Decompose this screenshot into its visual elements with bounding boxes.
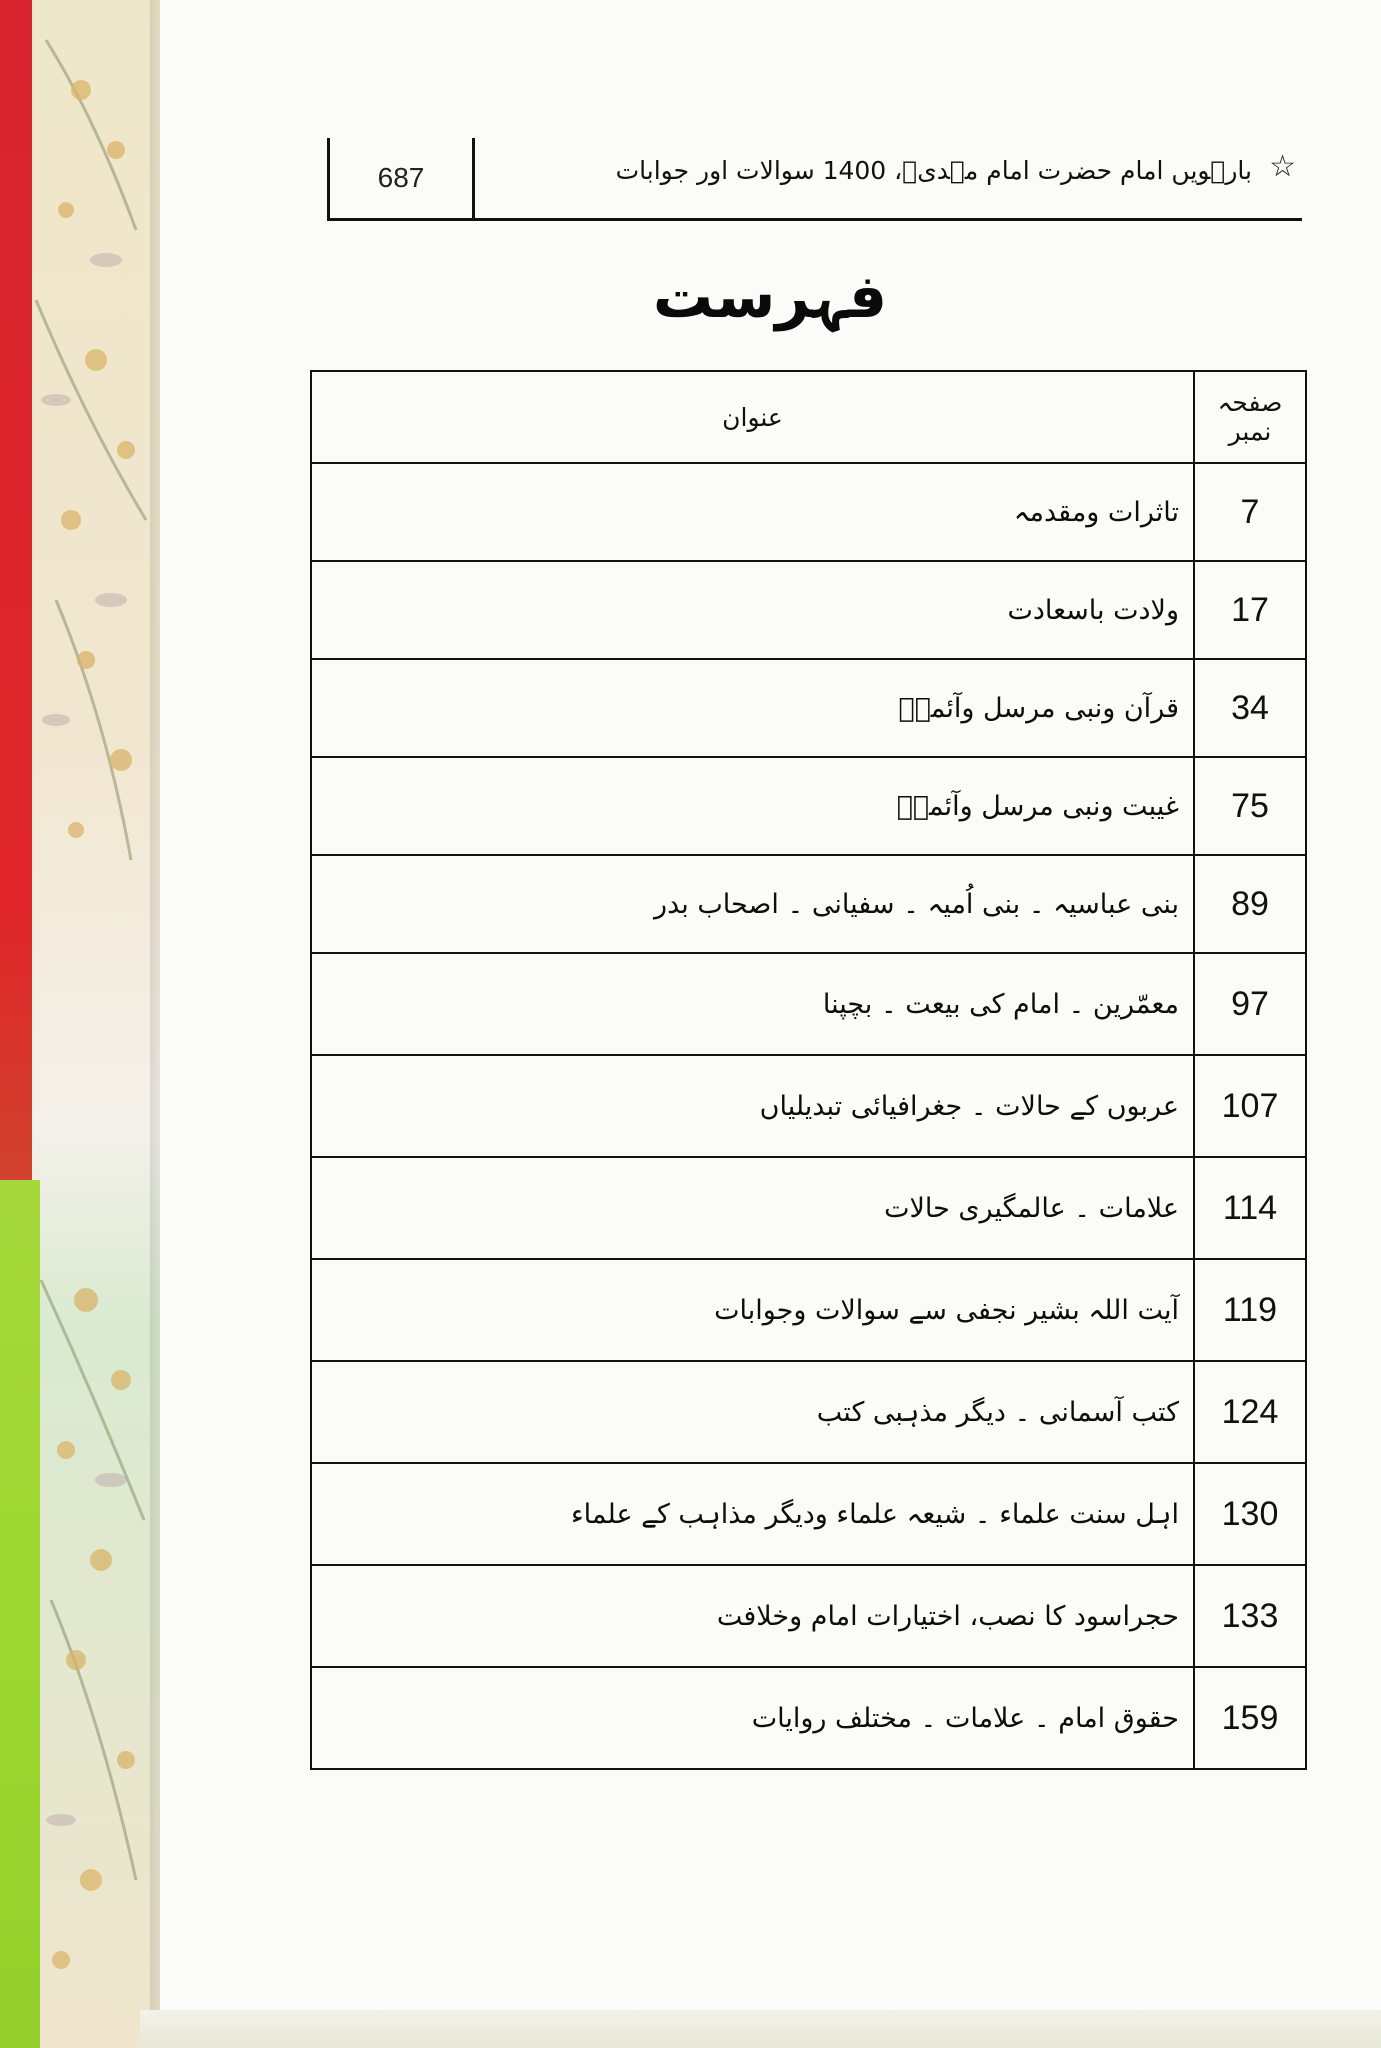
- entry-page-number: 133: [1194, 1565, 1306, 1667]
- entry-page-number: 159: [1194, 1667, 1306, 1769]
- star-icon: ☆: [1269, 149, 1296, 184]
- entry-title: کتب آسمانی ۔ دیگر مذہبی کتب: [311, 1361, 1194, 1463]
- entry-title: اہل سنت علماء ۔ شیعہ علماء ودیگر مذاہب کے علماء: [311, 1463, 1194, 1565]
- entry-title: غیبت ونبی مرسل وآئمہؑ: [311, 757, 1194, 855]
- toc-row: [311, 1565, 1306, 1667]
- entry-page-number: 89: [1194, 855, 1306, 953]
- entry-title: حقوق امام ۔ علامات ۔ مختلف روایات: [311, 1667, 1194, 1769]
- toc-row: [311, 855, 1306, 953]
- entry-title: علامات ۔ عالمگیری حالات: [311, 1157, 1194, 1259]
- running-header: [327, 138, 1302, 221]
- entry-title: حجراسود کا نصب، اختیارات امام وخلافت: [311, 1565, 1194, 1667]
- entry-page-number: 130: [1194, 1463, 1306, 1565]
- toc-table: [310, 370, 1307, 1770]
- page-number-box: [327, 138, 475, 218]
- entry-page-number: 7: [1194, 463, 1306, 561]
- entry-page-number: 97: [1194, 953, 1306, 1055]
- toc-row: [311, 659, 1306, 757]
- entry-page-number: 124: [1194, 1361, 1306, 1463]
- toc-row: [311, 1667, 1306, 1769]
- entry-title: تاثرات ومقدمہ: [311, 463, 1194, 561]
- entry-title: عربوں کے حالات ۔ جغرافیائی تبدیلیاں: [311, 1055, 1194, 1157]
- entry-page-number: 34: [1194, 659, 1306, 757]
- page-title: فہرست: [652, 262, 888, 332]
- entry-title: معمّرین ۔ امام کی بیعت ۔ بچپنا: [311, 953, 1194, 1055]
- toc-row: [311, 1361, 1306, 1463]
- page-column-header: صفحہ نمبر: [1194, 371, 1306, 463]
- book-edge: [0, 0, 165, 2048]
- entry-page-number: 114: [1194, 1157, 1306, 1259]
- toc-row: [311, 561, 1306, 659]
- entry-page-number: 119: [1194, 1259, 1306, 1361]
- floral-pattern-icon: [26, 0, 161, 2048]
- toc-row: [311, 1055, 1306, 1157]
- toc-row: [311, 1157, 1306, 1259]
- toc-row: [311, 953, 1306, 1055]
- title-column-header: عنوان: [311, 371, 1194, 463]
- entry-title: قرآن ونبی مرسل وآئمہؑ: [311, 659, 1194, 757]
- toc-row: [311, 757, 1306, 855]
- entry-title: بنی عباسیہ ۔ بنی اُمیہ ۔ سفیانی ۔ اصحاب بدر: [311, 855, 1194, 953]
- page-number: 687: [377, 162, 425, 193]
- toc-row: [311, 1463, 1306, 1565]
- toc-row: [311, 1259, 1306, 1361]
- book-title: بارہویں امام حضرت امام مہدیؑ، 1400 سوالات اور جوابات: [615, 156, 1252, 185]
- entry-title: ولادت باسعادت: [311, 561, 1194, 659]
- entry-page-number: 75: [1194, 757, 1306, 855]
- entry-page-number: 17: [1194, 561, 1306, 659]
- toc-header-row: [311, 371, 1306, 463]
- toc-row: [311, 463, 1306, 561]
- bottom-page-edge: [140, 2010, 1381, 2048]
- entry-page-number: 107: [1194, 1055, 1306, 1157]
- entry-title: آیت اللہ بشیر نجفی سے سوالات وجوابات: [311, 1259, 1194, 1361]
